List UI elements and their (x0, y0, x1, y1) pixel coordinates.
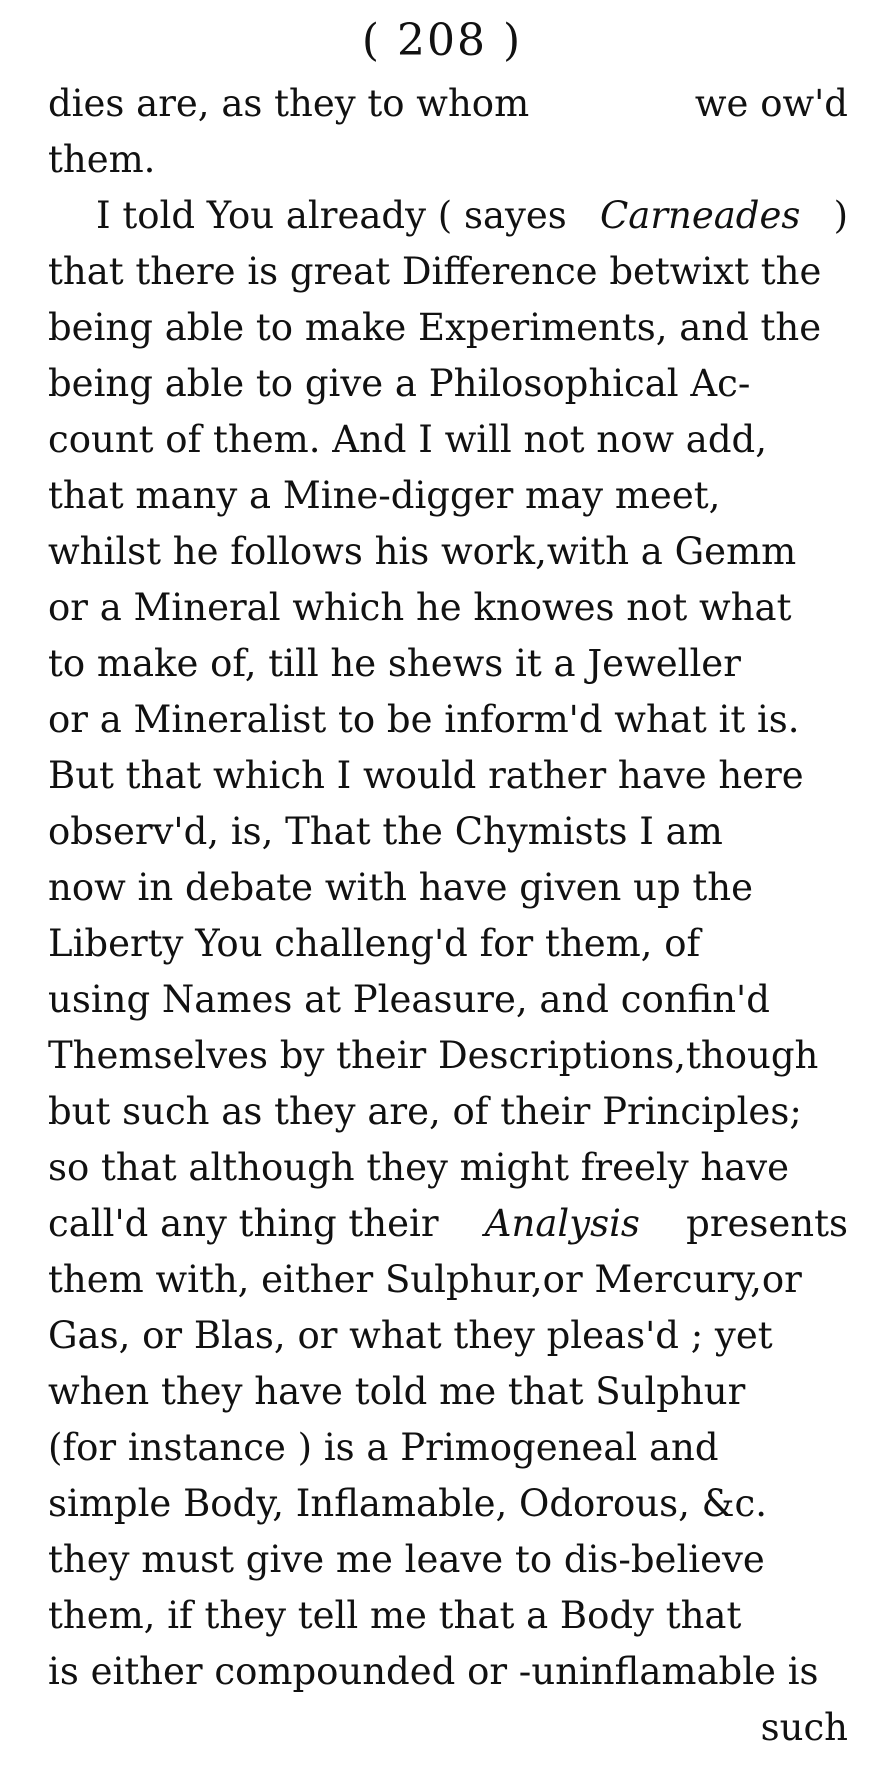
text-line: Themselves by their Descriptions,though (48, 1034, 819, 1077)
text-line: count of them. And I will not now add, (48, 418, 767, 461)
text-line: when they have told me that Sulphur (48, 1370, 746, 1413)
text-line: I told You already ( sayes Carneades ) (48, 188, 848, 244)
body-text (48, 76, 848, 1756)
catchword: such (760, 1706, 848, 1749)
text-line: them, if they tell me that a Body that (48, 1594, 742, 1637)
text-line: whilst he follows his work,with a Gemm (48, 530, 797, 573)
text-line: Liberty You challeng'd for them, of (48, 922, 701, 965)
text-line: Gas, or Blas, or what they pleas'd ; yet (48, 1314, 773, 1357)
term-analysis: Analysis (484, 1202, 640, 1245)
text-line: them with, either Sulphur,or Mercury,or (48, 1258, 802, 1301)
text-line: But that which I would rather have here (48, 754, 804, 797)
text-line: they must give me leave to dis-believe (48, 1538, 765, 1581)
text-line: (for instance ) is a Primogeneal and (48, 1426, 719, 1469)
page-number: ( 208 ) (361, 15, 523, 66)
text-line: being able to give a Philosophical Ac- (48, 362, 751, 405)
text-line: now in debate with have given up the (48, 866, 754, 909)
catchword-line (48, 1700, 848, 1756)
text-line: that there is great Difference betwixt the (48, 250, 822, 293)
text-line: to make of, till he shews it a Jeweller (48, 642, 741, 685)
text-line: or a Mineralist to be inform'd what it is. (48, 698, 800, 741)
text-line: being able to make Experiments, and the (48, 306, 822, 349)
text-line: or a Mineral which he knowes not what (48, 586, 792, 629)
text-line: them. (48, 138, 156, 181)
text-line: so that although they might freely have (48, 1146, 790, 1189)
text-line: using Names at Pleasure, and confin'd (48, 978, 770, 1021)
name-carneades: Carneades (599, 194, 801, 237)
text-line: that many a Mine-digger may meet, (48, 474, 721, 517)
text-line: observ'd, is, That the Chymists I am (48, 810, 723, 853)
text-line: but such as they are, of their Principles; (48, 1090, 802, 1133)
text-line: simple Body, Inflamable, Odorous, &c. (48, 1482, 768, 1525)
text-line: dies are, as they to whom we ow'd (48, 82, 848, 125)
text-line: call'd any thing their Analysis presents (48, 1196, 848, 1252)
text-line: is either compounded or -uninflamable is (48, 1650, 819, 1693)
